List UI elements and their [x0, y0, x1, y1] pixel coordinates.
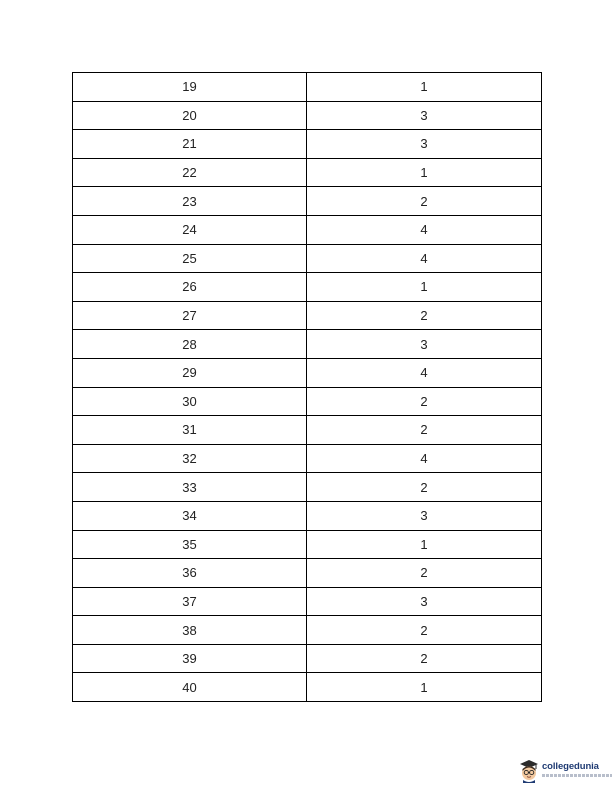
collegedunia-logo [517, 756, 612, 786]
question-number-cell: 25 [73, 244, 307, 273]
answer-cell: 3 [307, 101, 542, 130]
answer-cell: 4 [307, 358, 542, 387]
question-number-cell: 32 [73, 444, 307, 473]
brand-tagline-mark [542, 774, 612, 777]
question-number-cell: 30 [73, 387, 307, 416]
table-row [73, 158, 542, 187]
table-row [73, 416, 542, 445]
question-number-cell: 39 [73, 644, 307, 673]
answer-cell: 1 [307, 673, 542, 702]
table-row [73, 358, 542, 387]
answer-cell: 1 [307, 158, 542, 187]
table-row [73, 301, 542, 330]
table-row [73, 244, 542, 273]
table-row [73, 387, 542, 416]
table-row [73, 273, 542, 302]
answer-cell: 4 [307, 215, 542, 244]
table-row [73, 673, 542, 702]
question-number-cell: 21 [73, 130, 307, 159]
answer-cell: 3 [307, 130, 542, 159]
table-row [73, 644, 542, 673]
graduate-mascot-icon [519, 759, 539, 783]
answer-cell: 2 [307, 644, 542, 673]
table-row [73, 187, 542, 216]
answer-cell: 2 [307, 187, 542, 216]
answer-cell: 4 [307, 244, 542, 273]
table-row [73, 130, 542, 159]
table-row [73, 101, 542, 130]
answer-cell: 2 [307, 301, 542, 330]
question-number-cell: 33 [73, 473, 307, 502]
answer-cell: 1 [307, 273, 542, 302]
question-number-cell: 29 [73, 358, 307, 387]
question-number-cell: 22 [73, 158, 307, 187]
answer-key-body [73, 73, 542, 702]
question-number-cell: 37 [73, 587, 307, 616]
answer-cell: 1 [307, 530, 542, 559]
answer-cell: 3 [307, 330, 542, 359]
question-number-cell: 34 [73, 501, 307, 530]
question-number-cell: 19 [73, 73, 307, 102]
answer-cell: 2 [307, 473, 542, 502]
table-row [73, 330, 542, 359]
table-row [73, 215, 542, 244]
question-number-cell: 35 [73, 530, 307, 559]
question-number-cell: 31 [73, 416, 307, 445]
question-number-cell: 36 [73, 559, 307, 588]
question-number-cell: 23 [73, 187, 307, 216]
answer-cell: 2 [307, 416, 542, 445]
question-number-cell: 26 [73, 273, 307, 302]
brand-name: collegedunia [542, 761, 599, 772]
question-number-cell: 38 [73, 616, 307, 645]
answer-cell: 3 [307, 587, 542, 616]
answer-key-table [72, 72, 542, 702]
answer-cell: 2 [307, 616, 542, 645]
answer-cell: 2 [307, 559, 542, 588]
question-number-cell: 27 [73, 301, 307, 330]
answer-cell: 2 [307, 387, 542, 416]
answer-cell: 3 [307, 501, 542, 530]
table-row [73, 587, 542, 616]
answer-cell: 4 [307, 444, 542, 473]
question-number-cell: 40 [73, 673, 307, 702]
table-row [73, 559, 542, 588]
question-number-cell: 24 [73, 215, 307, 244]
table-row [73, 444, 542, 473]
question-number-cell: 28 [73, 330, 307, 359]
table-row [73, 473, 542, 502]
table-row [73, 616, 542, 645]
question-number-cell: 20 [73, 101, 307, 130]
table-row [73, 73, 542, 102]
table-row [73, 501, 542, 530]
table-row [73, 530, 542, 559]
answer-cell: 1 [307, 73, 542, 102]
